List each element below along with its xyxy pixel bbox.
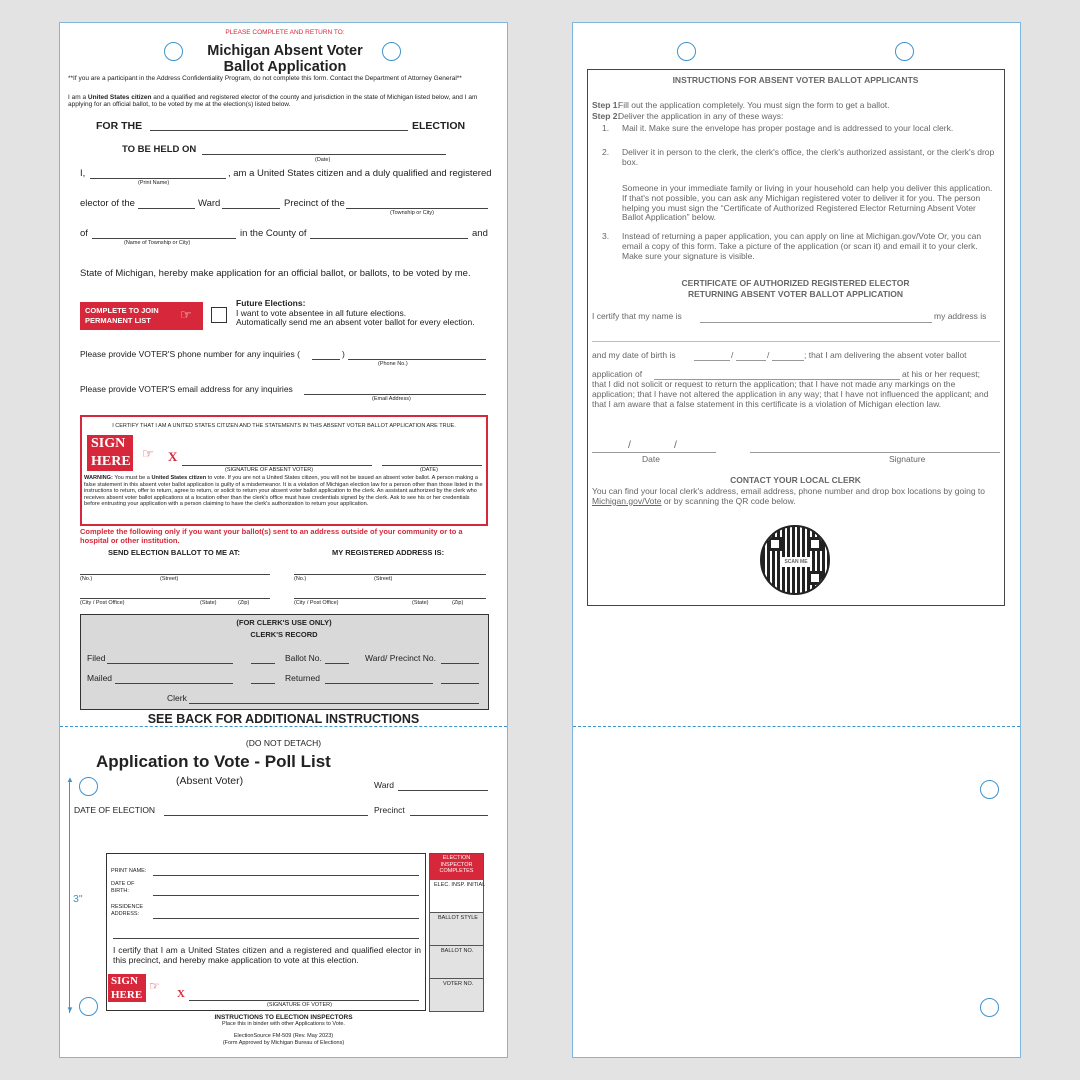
punch-hole-icon (980, 998, 999, 1017)
zip-caption: (Zip) (452, 600, 464, 606)
poll-dob-field[interactable] (153, 895, 419, 896)
date-of-election-label: DATE OF ELECTION (74, 805, 156, 815)
state-caption: (State) (412, 600, 429, 606)
phone-prompt: Please provide VOTER'S phone number for any inquiries ( (80, 349, 300, 359)
poll-certify-text: I certify that I am a United States citizen and a registered and qualified elector in this precinct, and hereby make application to vote at this election. (113, 945, 421, 965)
dob-label: DATE OF (111, 881, 135, 887)
cert-request-text: at his or her request; (902, 369, 980, 379)
cert-application-of-label: application of (592, 369, 643, 379)
certify-statement: I CERTIFY THAT I AM A UNITED STATES CITIZEN AND THE STATEMENTS IN THIS ABSENT VOTER BALLOT APPLICATION ARE TRUE. (112, 423, 456, 429)
print-name-field[interactable] (90, 178, 226, 179)
poll-ward-field[interactable] (398, 790, 488, 791)
permanent-button-label-2: PERMANENT LIST (85, 316, 151, 325)
cert-dob-year-field[interactable] (772, 360, 804, 361)
print-name-label: PRINT NAME: (111, 868, 147, 874)
held-on-label: TO BE HELD ON (122, 144, 197, 155)
ward-label: Ward (198, 198, 221, 209)
dob-label-2: BIRTH: (111, 888, 129, 894)
sign-label: SIGN (111, 975, 138, 987)
county-label: in the County of (240, 228, 307, 239)
application-form-page (59, 22, 508, 1058)
state-caption: (State) (200, 600, 217, 606)
three-inch-label: 3" (73, 893, 83, 905)
state-statement: State of Michigan, hereby make application for an official ballot, or ballots, to be voted by me. (80, 268, 471, 279)
clerk-label: Clerk (167, 693, 187, 703)
county-field[interactable] (310, 238, 468, 239)
clerk-use-label: (FOR CLERK'S USE ONLY) (236, 618, 332, 627)
item2-text: Deliver it in person to the clerk, the clerk's office, the clerk's authorized assistant, or the clerk's drop box. (622, 147, 995, 167)
slash: / (767, 350, 770, 360)
street-caption: (Street) (160, 576, 179, 582)
cert-signature-field[interactable] (750, 452, 1000, 453)
permanent-list-button[interactable] (80, 302, 203, 330)
email-caption: (Email Address) (372, 396, 411, 402)
phone-paren: ) (342, 349, 345, 359)
perforation-line (573, 726, 1020, 727)
punch-hole-icon (895, 42, 914, 61)
no-caption: (No.) (80, 576, 93, 582)
precinct-label: Precinct of the (284, 198, 345, 209)
ward-precinct-label: Ward/ Precinct No. (365, 653, 437, 663)
qr-code-icon[interactable] (760, 525, 830, 595)
step2-label: Step 2: (592, 111, 621, 121)
registered-street-field[interactable] (294, 574, 486, 575)
punch-hole-icon (980, 780, 999, 799)
punch-hole-icon (79, 777, 98, 796)
date-of-election-field[interactable] (164, 815, 368, 816)
returned-field[interactable] (325, 683, 433, 684)
permanent-button-label: COMPLETE TO JOIN (85, 306, 159, 315)
x-mark: X (177, 988, 185, 1000)
qr-finder-icon (808, 571, 822, 585)
pointing-hand-icon: ☞ (180, 307, 192, 322)
michigan-vote-link[interactable]: Michigan.gov/Vote (592, 495, 662, 506)
no-caption: (No.) (294, 576, 307, 582)
contact-clerk-title: CONTACT YOUR LOCAL CLERK (730, 475, 861, 485)
poll-voter-box (106, 853, 426, 1011)
scan-me-label: SCAN ME (782, 557, 810, 567)
qr-finder-icon (808, 537, 822, 551)
cert-date-label: Date (642, 454, 660, 464)
cert-address-label: my address is (934, 311, 987, 321)
voter-no-label: VOTER NO. (443, 981, 474, 987)
poll-signature-caption: (SIGNATURE OF VOTER) (267, 1002, 332, 1008)
arrow-up-icon: ▲ (66, 775, 74, 784)
clerk-field[interactable] (189, 703, 479, 704)
three-inch-measure (69, 781, 70, 1013)
filed-extra-field[interactable] (251, 663, 275, 664)
here-label: HERE (91, 454, 131, 469)
certificate-title: CERTIFICATE OF AUTHORIZED REGISTERED ELECTOR (681, 278, 910, 288)
cert-body-text: that I did not solicit or request to return the application; that I have not made any markings on the application; that I have not altered the application in any way; that I have not influenced the applicant; and that I am aware that a false statement in this certificate is a violation of Michigan election law. (592, 379, 989, 409)
mailed-extra-field[interactable] (251, 683, 275, 684)
item2-number: 2. (602, 147, 610, 157)
certificate-title-2: RETURNING ABSENT VOTER BALLOT APPLICATION (687, 289, 903, 299)
voter-no-cell[interactable] (430, 979, 483, 1012)
binder-note: Place this in binder with other Applications to Vote. (222, 1021, 345, 1027)
return-note: PLEASE COMPLETE AND RETURN TO: (225, 29, 345, 36)
poll-list-title: Application to Vote - Poll List (96, 752, 331, 771)
cert-date-field[interactable] (592, 452, 716, 453)
phone-area-code-field[interactable] (312, 359, 340, 360)
sign-here-badge (108, 974, 146, 1002)
poll-precinct-field[interactable] (410, 815, 488, 816)
poll-print-name-field[interactable] (153, 875, 419, 876)
for-the-label: FOR THE (96, 120, 143, 132)
signature-date-field[interactable] (382, 465, 482, 466)
acp-note: **If you are a participant in the Address Confidentiality Program, do not complete this form. Contact the Department of Attorney General** (68, 75, 462, 82)
form-number: ElectionSource FM-509 (Rev. May 2023) (233, 1033, 334, 1039)
step1-text: Fill out the application completely. You must sign the form to get a ballot. (618, 100, 890, 110)
x-mark: X (168, 449, 178, 464)
ballot-no-field[interactable] (325, 663, 349, 664)
mailed-label: Mailed (87, 673, 113, 683)
poll-precinct-label: Precinct (374, 805, 405, 815)
here-label: HERE (111, 989, 143, 1001)
instructions-title: INSTRUCTIONS FOR ABSENT VOTER BALLOT APPLICANTS (672, 75, 919, 85)
certification-box (80, 415, 488, 526)
absent-voter-subtitle: (Absent Voter) (176, 775, 244, 787)
inspector-completes-label: ELECTION INSPECTOR COMPLETES (439, 855, 474, 875)
pointing-hand-icon: ☞ (149, 979, 160, 993)
future-elections-line-2: Automatically send me an absent voter ballot for every election. (236, 317, 475, 327)
elec-insp-initial-cell[interactable] (430, 880, 486, 913)
name-township-caption: (Name of Township or City) (124, 240, 191, 246)
cert-delivering-text: ; that I am delivering the absent voter ballot (804, 350, 967, 360)
street-caption: (Street) (374, 576, 393, 582)
form-approved-note: (Form Approved by Michigan Bureau of Elections) (222, 1040, 345, 1046)
poll-ward-label: Ward (374, 780, 394, 790)
print-name-caption: (Print Name) (138, 180, 170, 186)
precinct-field[interactable] (222, 208, 280, 209)
zip-caption: (Zip) (238, 600, 250, 606)
form-title: Michigan Absent Voter (207, 43, 363, 59)
item3-text: Instead of returning a paper application, you can apply on line at Michigan.gov/Vote Or, you can email a copy of this form. Take a picture of the application (or scan it) and email it to your clerk. Make sure your signature is visible. (622, 231, 982, 261)
mailed-field[interactable] (115, 683, 233, 684)
punch-hole-icon (677, 42, 696, 61)
mail-note: Complete the following only if you want your ballot(s) sent to an address outside of your community or to a hospital or other institution. (80, 527, 463, 545)
email-prompt: Please provide VOTER'S email address for any inquiries (80, 384, 293, 394)
step2-text: Deliver the application in any of these ways: (618, 111, 784, 121)
township-caption: (Township or City) (390, 210, 435, 216)
city-caption: (City / Post Office) (294, 600, 339, 606)
ballot-style-cell[interactable] (430, 913, 483, 946)
inspector-header (430, 854, 483, 880)
mail-city-field[interactable] (80, 598, 270, 599)
and-label: and (472, 228, 488, 239)
slash: / (628, 439, 631, 451)
future-elections-checkbox[interactable] (211, 307, 227, 323)
item1-number: 1. (602, 123, 610, 133)
inspector-instructions-title: INSTRUCTIONS TO ELECTION INSPECTORS (214, 1014, 353, 1021)
step1-label: Step 1: (592, 100, 621, 110)
ward-field[interactable] (138, 208, 195, 209)
sign-here-badge (87, 435, 133, 471)
cert-signature-label: Signature (889, 454, 926, 464)
instructions-page (572, 22, 1021, 1058)
slash: / (674, 439, 677, 451)
residence-label-2: ADDRESS: (111, 911, 140, 917)
cert-dob-day-field[interactable] (736, 360, 766, 361)
ballot-style-label: BALLOT STYLE (438, 915, 478, 921)
clerk-record-label: CLERK'S RECORD (250, 630, 318, 639)
mail-street-field[interactable] (80, 574, 270, 575)
ballot-no-upper-label: BALLOT NO. (441, 948, 474, 954)
slash: / (731, 350, 734, 360)
inspector-column (429, 853, 484, 1012)
clerk-record-box (80, 614, 489, 710)
item3-number: 3. (602, 231, 610, 241)
qr-finder-icon (768, 537, 782, 551)
elec-insp-initial-label: ELEC. INSP. INITIAL (434, 882, 486, 888)
warning-text: WARNING: You must be a United States citizen to vote. If you are not a United States citizen, you will not be issued an absent voter ballot. A person making a false statement in this absent voter ballot application is guilty of a misdemeanor. It is a violation of Michigan election law for a person other than those listed in the instructions to return, offer to return, agree to return, or solicit to return your absent voter ballot application to the clerk. An assistant authorized by the clerk who receives absent voter ballot applications at a location other than the clerk's office must have credentials signed by the clerk. Ask to see his or her credentials before entrusting your application with a person claiming to have the clerk's authorization to return your application. (84, 475, 483, 508)
ward-precinct-field[interactable] (441, 663, 479, 664)
poll-residence-field[interactable] (153, 918, 419, 919)
send-to-heading: SEND ELECTION BALLOT TO ME AT: (108, 548, 240, 557)
cert-dob-month-field[interactable] (694, 360, 730, 361)
voter-signature-field[interactable] (182, 465, 372, 466)
do-not-detach-note: (DO NOT DETACH) (245, 738, 322, 748)
registered-heading: MY REGISTERED ADDRESS IS: (332, 548, 445, 557)
election-name-field[interactable] (150, 130, 408, 131)
sign-label: SIGN (91, 436, 126, 451)
signature-caption: (SIGNATURE OF ABSENT VOTER) (225, 467, 314, 473)
perforation-line (60, 726, 507, 727)
filed-label: Filed (87, 653, 106, 663)
poll-signature-field[interactable] (189, 1000, 419, 1001)
future-elections-title: Future Elections: (236, 298, 306, 308)
date-caption-upper: (DATE) (420, 467, 438, 473)
instructions-box (587, 69, 1005, 606)
form-title-line2: Ballot Application (223, 59, 347, 75)
phone-field[interactable] (348, 359, 486, 360)
elector-label: elector of the (80, 198, 135, 209)
township-field[interactable] (346, 208, 488, 209)
election-date-field[interactable] (202, 154, 446, 155)
election-label: ELECTION (412, 120, 466, 132)
cert-address-field[interactable] (592, 341, 1000, 342)
filed-field[interactable] (107, 663, 233, 664)
cert-name-field[interactable] (700, 322, 932, 323)
residence-label: RESIDENCE (111, 904, 144, 910)
township-name-field[interactable] (92, 238, 236, 239)
email-field[interactable] (304, 394, 486, 395)
i-label: I, (80, 168, 86, 179)
ballot-no-cell[interactable] (430, 946, 483, 979)
city-caption: (City / Post Office) (80, 600, 125, 606)
returned-extra-field[interactable] (441, 683, 479, 684)
arrow-down-icon: ▼ (66, 1005, 74, 1014)
cert-name-label: I certify that my name is (592, 311, 682, 321)
of-label: of (80, 228, 88, 239)
item1-text: Mail it. Make sure the envelope has proper postage and is addressed to your local clerk. (622, 123, 954, 133)
date-caption: (Date) (315, 157, 331, 163)
returned-label: Returned (285, 673, 320, 683)
registered-city-field[interactable] (294, 598, 486, 599)
cert-dob-label: and my date of birth is (592, 350, 676, 360)
future-elections-line: I want to vote absentee in all future elections. (236, 308, 407, 318)
ballot-no-label: Ballot No. (285, 653, 322, 663)
poll-residence-field-2[interactable] (113, 938, 419, 939)
phone-caption: (Phone No.) (378, 361, 408, 367)
pointing-hand-icon: ☞ (142, 446, 154, 461)
citizen-intro: I am a United States citizen and a qualified and registered elector of the county and jurisdiction in the state of Michigan listed below, and I am applying for an official ballot, to be voted by me at the election(s) listed below. (68, 94, 478, 109)
contact-clerk-text: You can find your local clerk's address, email address, phone number and drop box locations by going to Michigan.gov/Vote or by scanning the QR code below. (592, 486, 986, 506)
citizen-statement: , am a United States citizen and a duly qualified and registered (228, 168, 492, 179)
see-back-note: SEE BACK FOR ADDITIONAL INSTRUCTIONS (147, 712, 420, 726)
item2-note: Someone in your immediate family or living in your household can help you deliver this application. If that's not possible, you can ask any Michigan registered voter to deliver it for you. The person helping you must sign the “Certificate of Authorized Registered Elector Returning Absent Voter Ballot Application” below. (622, 183, 993, 223)
